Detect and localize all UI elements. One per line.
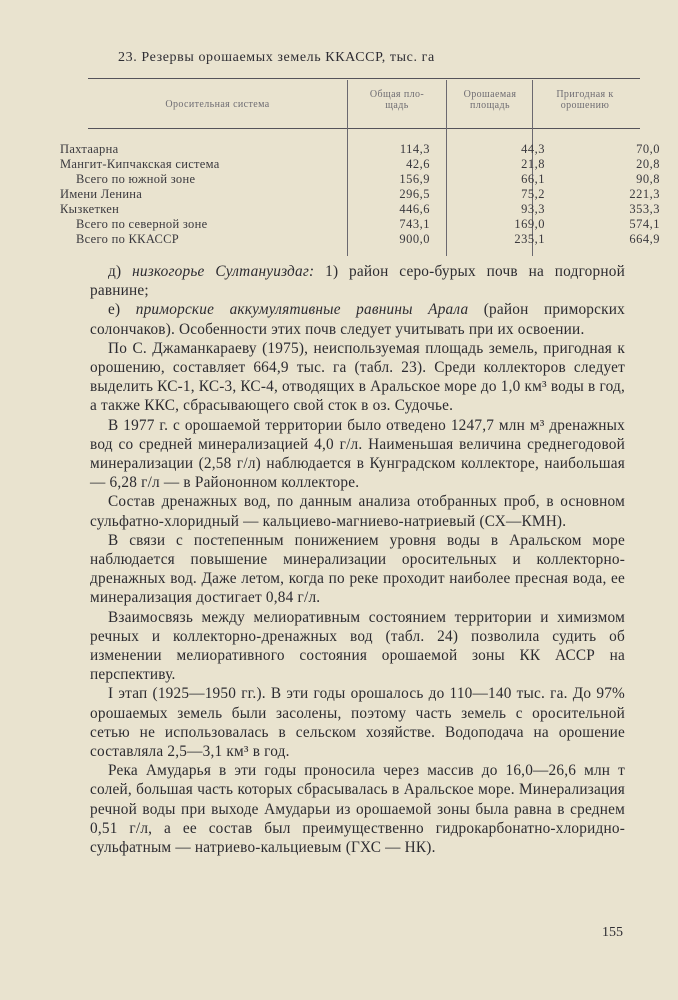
- table-row: [60, 157, 660, 172]
- row-name: Кызкеткен: [60, 202, 120, 216]
- header-total-line1: Общая пло-: [369, 89, 425, 100]
- row-irrigated: 66,1: [521, 172, 545, 186]
- row-total: 42,6: [406, 157, 430, 171]
- row-suitable: 20,8: [636, 157, 660, 171]
- paragraph: Состав дренажных вод, по данным анализа отобранных проб, в основном сульфатно-хлоридный — кальциево-магниево-натриевый (СХ—КМН).: [90, 493, 625, 530]
- list-label: д): [108, 263, 133, 280]
- row-suitable: 664,9: [629, 232, 660, 246]
- row-name: Мангит-Кипчакская система: [60, 157, 220, 171]
- row-total: 743,1: [399, 217, 430, 231]
- paragraph: I этап (1925—1950 гг.). В эти годы орошалось до 110—140 тыс. га. До 97% орошаемых земель были засолены, поэтому часть земель с оросительной сетью не использовалась в сельском хозяйстве. Водоподача на орошение составляла 2,5—3,1 км³ в год.: [90, 685, 625, 761]
- row-irrigated: 235,1: [514, 232, 545, 246]
- header-total-line2: щадь: [385, 100, 409, 111]
- table-top-rule: [88, 78, 640, 79]
- table-row: [60, 187, 660, 202]
- row-total: 296,5: [399, 187, 430, 201]
- paragraph: По С. Джаманкараеву (1975), неиспользуемая площадь земель, пригодная к орошению, составляет 664,9 тыс. га (табл. 23). Среди коллекторов следует выделить КС-1, КС-3, КС-4, отводящих в Аральское море до 1,0 км³ воды в год, а также ККС, сбрасывающего свой сток в оз. Судочье.: [90, 339, 625, 415]
- row-suitable: 70,0: [636, 142, 660, 156]
- row-suitable: 90,8: [636, 172, 660, 186]
- paragraph: Взаимосвязь между мелиоративным состоянием территории и химизмом речных и коллекторно-дренажных вод (табл. 24) позволила судить об изменении мелиоративного состояния орошаемой зоны КК АССР на перспективу.: [90, 608, 625, 684]
- page-number: 155: [602, 925, 623, 940]
- header-system: Оросительная система: [165, 99, 270, 110]
- row-suitable: 221,3: [629, 187, 660, 201]
- row-total: 114,3: [399, 142, 430, 156]
- header-irrigated: [449, 89, 531, 111]
- row-suitable: 353,3: [629, 202, 660, 216]
- header-total: [350, 89, 444, 111]
- paragraph: [90, 262, 625, 300]
- row-irrigated: 93,3: [521, 202, 545, 216]
- paragraph: В 1977 г. с орошаемой территории было отведено 1247,7 млн м³ дренажных вод со средней минерализацией 4,0 г/л. Наименьшая величина среднегодовой минерализации (2,58 г/л) наблюдается в Кунградском коллекторе, наибольшая — 6,28 г/л — в Райононном коллекторе.: [90, 416, 625, 492]
- header-irrigated-line1: Орошаемая: [463, 89, 517, 100]
- row-suitable: 574,1: [629, 217, 660, 231]
- row-irrigated: 75,2: [521, 187, 545, 201]
- table-header-rule: [88, 128, 640, 129]
- table-row: [60, 202, 660, 217]
- paragraph: [90, 300, 625, 338]
- table-row: [60, 217, 660, 232]
- paragraph-text: (район приморских солончаков). Особенности этих почв следует учитывать при их освоении.: [90, 301, 625, 338]
- header-suitable: [535, 89, 635, 111]
- row-total: 446,6: [399, 202, 430, 216]
- header-suitable-line2: орошению: [560, 100, 610, 111]
- row-name: Всего по северной зоне: [76, 217, 208, 231]
- row-name: Всего по южной зоне: [76, 172, 196, 186]
- table-row: [60, 232, 660, 247]
- paragraph: Река Амударья в эти годы проносила через массив до 16,0—26,6 млн т солей, большая часть которых сбрасывалась в Аральское море. Минерализация речной воды при выходе Амударьи из орошаемой зоны была равна в среднем 0,51 г/л, а ее состав был преимущественно гидрокарбонатно-хлоридно-сульфатным — натриево-кальциевым (ГХС — НК).: [90, 762, 625, 857]
- table-row: [60, 172, 660, 187]
- row-name: Имени Ленина: [60, 187, 143, 201]
- table-row: [60, 142, 660, 157]
- italic-term: приморские аккумулятивные равнины Арала: [135, 301, 469, 319]
- row-irrigated: 169,0: [514, 217, 545, 231]
- row-name: Пахтаарна: [60, 142, 119, 156]
- list-label: е): [108, 301, 136, 319]
- row-total: 900,0: [399, 232, 430, 246]
- row-total: 156,9: [399, 172, 430, 186]
- paragraph: В связи с постепенным понижением уровня воды в Аральском море наблюдается повышение минерализации оросительных и коллекторно-дренажных вод. Даже летом, когда по реке проходит наиболее пресная вода, ее минерализация достигает 0,84 г/л.: [90, 531, 625, 607]
- italic-term: низкогорье Султануиздаг:: [132, 263, 315, 280]
- table-caption: 23. Резервы орошаемых земель ККАССР, тыс. га: [118, 50, 435, 65]
- paragraph-text: 1) район серо-бурых почв на подгорной равнине;: [90, 263, 625, 300]
- row-irrigated: 44,3: [521, 142, 545, 156]
- row-name: Всего по ККАССР: [76, 232, 180, 246]
- header-suitable-line1: Пригодная к: [556, 89, 614, 100]
- body-text: [90, 262, 625, 857]
- header-irrigated-line2: площадь: [470, 100, 510, 111]
- row-irrigated: 21,8: [521, 157, 545, 171]
